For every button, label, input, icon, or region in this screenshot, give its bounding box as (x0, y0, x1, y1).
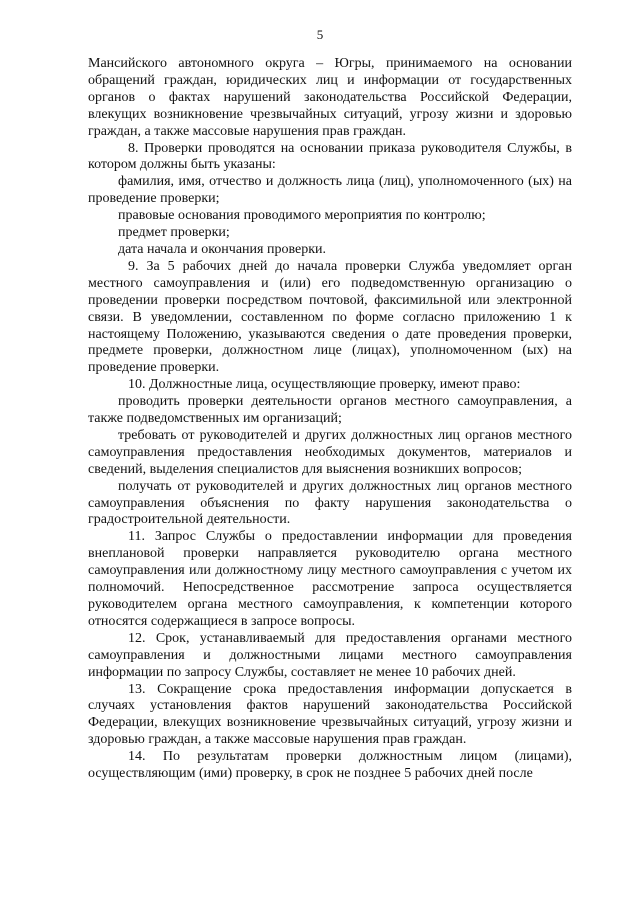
paragraph-14: 14. По результатам проверки должностным лицом (лицами), осуществляющим (ими) проверку, в срок не позднее 5 рабочих дней после (88, 749, 572, 782)
order-item-persons: фамилия, имя, отчество и должность лица (лиц), уполномоченного (ых) на проведение проверки; (88, 174, 572, 207)
paragraph-continuation: Мансийского автономного округа – Югры, принимаемого на основании обращений граждан, юридических лиц и информации от государственных органов о фактах нарушений законодательства Российской Федерации, влекущих возникновение чрезвычайных ситуаций, угрозу жизни и здоровью граждан, а также массовые нарушения прав граждан. (88, 56, 572, 139)
right-item-request-documents: требовать от руководителей и других должностных лиц органов местного самоуправления предоставления необходимых документов, материалов и сведений, выделения специалистов для выяснения возникших вопросов; (88, 427, 572, 477)
paragraph-9: 9. За 5 рабочих дней до начала проверки Служба уведомляет орган местного самоуправления и (или) его подведомственную организацию о проведении проверки посредством почтовой, факсимильной или электронной связи. В уведомлении, составленном по форме согласно приложению 1 к настоящему Положению, указываются сведения о дате проведения проверки, предмете проверки, должностном лице (лицах), уполномоченном (ых) на проведение проверки. (88, 258, 572, 376)
paragraph-8: 8. Проверки проводятся на основании приказа руководителя Службы, в котором должны быть указаны: (88, 140, 572, 173)
page-number: 5 (316, 27, 324, 42)
order-item-subject: предмет проверки; (118, 225, 230, 241)
paragraph-13: 13. Сокращение срока предоставления информации допускается в случаях установления фактов нарушений законодательства Российской Федерации, влекущих возникновение чрезвычайных ситуаций, угрозу жизни и здоровью граждан, а также массовые нарушения прав граждан. (88, 681, 572, 748)
paragraph-11: 11. Запрос Службы о предоставлении информации для проведения внеплановой проверки направляется руководителю органа местного самоуправления или должностному лицу местного самоуправления с учетом их полномочий. Непосредственное рассмотрение запроса осуществляется руководителем органа местного самоуправления, к компетенции которого относятся содержащиеся в запросе вопросы. (88, 529, 572, 629)
document-body (88, 56, 572, 783)
order-item-dates: дата начала и окончания проверки. (118, 241, 326, 257)
right-item-explanations: получать от руководителей и других должностных лиц органов местного самоуправления объяснения по факту нарушения законодательства о градостроительной деятельности. (88, 478, 572, 528)
order-item-legal-basis: правовые основания проводимого мероприятия по контролю; (118, 208, 486, 224)
paragraph-10: 10. Должностные лица, осуществляющие проверку, имеют право: (128, 377, 521, 393)
paragraph-12: 12. Срок, устанавливаемый для предоставления органами местного самоуправления и должностными лицами местного самоуправления информации по запросу Службы, составляет не менее 10 рабочих дней. (88, 630, 572, 680)
right-item-inspect: проводить проверки деятельности органов местного самоуправления, а также подведомственных им организаций; (88, 394, 572, 427)
